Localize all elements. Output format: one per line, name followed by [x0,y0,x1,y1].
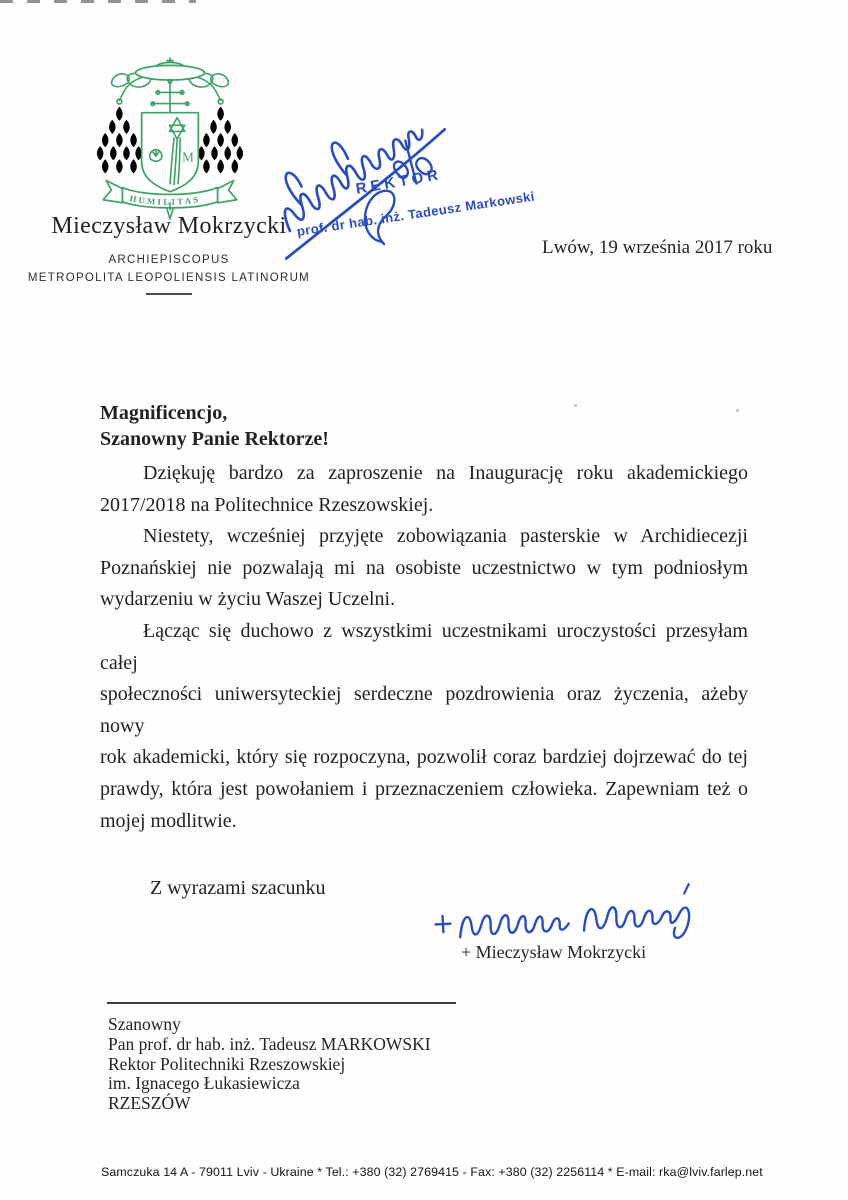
rektor-stamp: REKTOR [354,166,444,198]
crest-tassels-right [198,107,243,174]
footer-contact-line: Samczuka 14 A - 79011 Lviv - Ukraine * Tel.: +380 (32) 2769415 - Fax: +380 (32) 2256114 * E-mail: rka@lviv.farlep.net [101,1165,763,1179]
body-line: wydarzeniu w życiu Waszej Uczelni. [100,588,396,611]
signature-typed-name: + Mieczysław Mokrzycki [461,942,647,962]
body-line: mojej modlitwie. [100,809,237,832]
body-line: społeczności uniwersyteckiej serdeczne pozdrowienia oraz życzenia, ażeby nowy [100,683,748,737]
letterhead-title-1: ARCHIEPISCOPUS [108,254,230,266]
letterhead-name: Mieczysław Mokrzycki [51,213,287,239]
salutation-line-2: Szanowny Panie Rektorze! [100,428,329,450]
letter-body [100,400,748,905]
crest-motto: HUMILITAS [128,193,202,207]
body-line: Niestety, wcześniej przyjęte zobowiązania pasterskie w Archidiecezji [143,525,748,548]
stamp-name: prof. dr hab. inż. Tadeusz Markowski [295,188,536,239]
body-line: 2017/2018 na Politechnice Rzeszowskiej. [100,493,434,516]
recipient-divider [107,1002,456,1004]
recipient-block [108,1015,431,1114]
letterhead-divider [146,293,192,295]
body-line: Dziękuję bardzo za zaproszenie na Inaugurację roku akademickiego [143,462,748,484]
crest-tassels-left [97,107,142,174]
recipient-line: Rektor Politechniki Rzeszowskiej [108,1053,346,1074]
recipient-line: Szanowny [108,1014,181,1034]
scan-artifact [0,0,196,3]
crest-cord-right [197,77,220,100]
body-line: Poznańskiej nie pozwalają mi na osobiste uczestnictwo w tym podniosłym [100,556,748,579]
closing-line: Z wyrazami szacunku [150,877,326,900]
coat-of-arms [94,56,246,220]
recipient-line: im. Ignacego Łukasiewicza [108,1073,300,1094]
crest-cross [151,79,189,116]
letterhead-title-2: METROPOLITA LEOPOLIENSIS LATINORUM [27,272,311,284]
crest-cord-left [119,77,142,100]
recipient-line: RZESZÓW [108,1093,191,1114]
body-line: rok akademicki, który się rozpoczyna, pozwolił coraz bardziej dojrzewać do tej [100,746,748,769]
crest-monogram: M [182,149,194,165]
body-line: Łącząc się duchowo z wszystkimi uczestnikami uroczystości przesyłam całej [100,619,748,674]
recipient-line: Pan prof. dr hab. inż. Tadeusz MARKOWSKI [108,1033,431,1054]
body-line: prawdy, która jest powołaniem i przeznaczeniem człowieka. Zapewniam też o [100,777,748,800]
salutation-line-1: Magnificencjo, [100,402,228,424]
date-line: Lwów, 19 września 2017 roku [542,237,773,258]
